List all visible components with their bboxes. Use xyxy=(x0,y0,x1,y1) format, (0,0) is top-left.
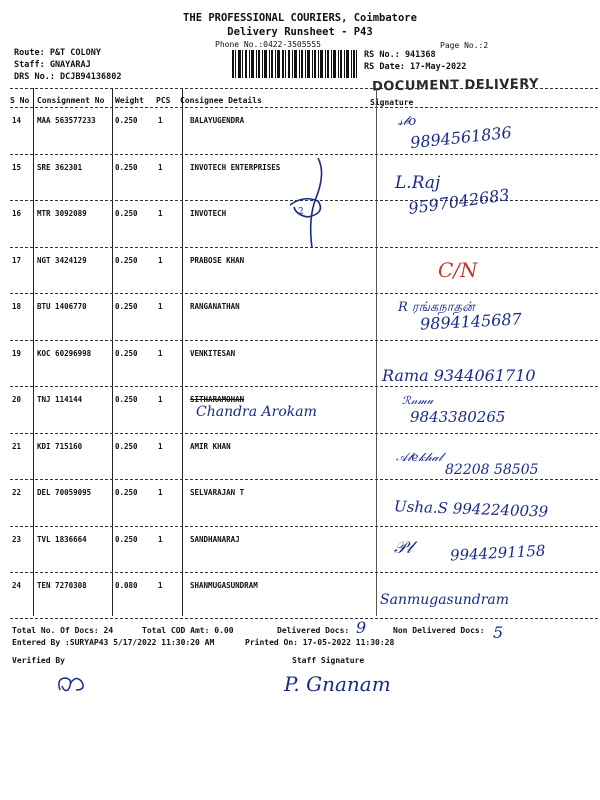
handwriting-r23: 9944291158 xyxy=(449,541,546,565)
row-weight: 0.250 xyxy=(115,302,138,311)
delivered-docs-count: 9 xyxy=(356,618,367,637)
row-pcs: 1 xyxy=(158,116,163,125)
handwriting-r22: Usha.S 9942240039 xyxy=(393,497,549,521)
row-weight: 0.250 xyxy=(115,395,138,404)
staff-signature-label: Staff Signature xyxy=(292,656,365,665)
row-consignee: INVOTECH xyxy=(190,209,227,218)
row-consignment-no: MTR 3092089 xyxy=(37,209,87,218)
row-consignment-no: KDI 715160 xyxy=(37,441,83,451)
row-pcs: 1 xyxy=(158,581,163,590)
total-docs: Total No. Of Docs: 24 xyxy=(12,626,114,635)
handwriting-r19: Rama 9344061710 xyxy=(382,366,536,385)
handwriting-r20-phone: 9843380265 xyxy=(410,408,506,426)
verified-by-label: Verified By xyxy=(12,656,65,665)
row-consignment-no: BTU 1406770 xyxy=(37,302,87,311)
printed-on: Printed On: 17-05-2022 11:30:28 xyxy=(245,638,395,647)
col-divider xyxy=(112,88,113,616)
row-weight: 0.250 xyxy=(115,255,138,265)
row-pcs: 1 xyxy=(158,488,163,497)
drs-number: DRS No.: DCJB94136802 xyxy=(14,72,122,82)
handwriting-r18-name: R ரங்கநாதன் xyxy=(398,300,475,315)
row-sno: 24 xyxy=(12,581,22,590)
row-divider xyxy=(10,293,598,294)
verified-signature xyxy=(52,670,92,696)
row-consignee: SELVARAJAN T xyxy=(190,488,245,497)
row-sno: 21 xyxy=(12,441,22,451)
row-sno: 19 xyxy=(12,348,22,358)
col-divider xyxy=(376,88,377,616)
row-pcs: 1 xyxy=(158,209,163,218)
row-consignee: PRABOSE KHAN xyxy=(190,255,245,265)
staff-label: Staff: GNAYARAJ xyxy=(14,60,91,70)
row-weight: 0.080 xyxy=(115,581,138,590)
handwriting-r18-phone: 9894145687 xyxy=(419,309,523,334)
row-consignee: INVOTECH ENTERPRISES xyxy=(190,162,281,172)
row-consignment-no: SRE 362301 xyxy=(37,162,83,172)
row-pcs: 1 xyxy=(158,162,163,172)
row-consignee: SHANMUGASUNDRAM xyxy=(190,581,258,590)
row-sno: 16 xyxy=(12,209,22,218)
row-consignment-no: NGT 3424129 xyxy=(37,255,87,265)
handwriting-r16: 9597042683 xyxy=(407,185,511,218)
row-sno: 18 xyxy=(12,302,22,311)
row-divider xyxy=(10,526,598,527)
row-consignment-no: MAA 563577233 xyxy=(37,116,96,125)
handwriting-sign-r21: 𝒜𝓁𝑒𝓀𝒽𝒶𝓁 xyxy=(396,450,443,464)
row-sno: 23 xyxy=(12,534,22,544)
row-weight: 0.250 xyxy=(115,441,138,451)
col-divider xyxy=(33,88,34,616)
row-pcs: 1 xyxy=(158,348,163,358)
handwriting-r17: C/N xyxy=(438,258,478,282)
row-pcs: 1 xyxy=(158,395,163,404)
row-divider xyxy=(10,572,598,573)
header-bottom-rule xyxy=(10,107,598,108)
row-pcs: 1 xyxy=(158,255,163,265)
row-sno: 17 xyxy=(12,255,22,265)
non-delivered-docs-label: Non Delivered Docs: xyxy=(393,626,485,635)
row-pcs: 1 xyxy=(158,302,163,311)
row-consignee: SITHARAMOHAN xyxy=(190,395,245,404)
row-consignee: AMIR KHAN xyxy=(190,441,231,451)
row-consignee: VENKITESAN xyxy=(190,348,236,358)
row-sno: 22 xyxy=(12,488,22,497)
route-label: Route: P&T COLONY xyxy=(14,48,101,58)
col-divider xyxy=(182,88,183,616)
row-consignee: RANGANATHAN xyxy=(190,302,240,311)
row-weight: 0.250 xyxy=(115,534,138,544)
row-divider xyxy=(10,479,598,480)
row-divider xyxy=(10,433,598,434)
entered-by: Entered By :SURYAP43 5/17/2022 11:30:20 AM xyxy=(12,638,215,647)
rs-number: RS No.: 941368 xyxy=(364,50,436,60)
row-consignment-no: TNJ 114144 xyxy=(37,395,83,404)
row-consignment-no: TEN 7270308 xyxy=(37,581,87,590)
row-sno: 20 xyxy=(12,395,22,404)
header-top-rule xyxy=(10,88,598,89)
company-title: THE PROFESSIONAL COURIERS, Coimbatore xyxy=(183,12,417,24)
handwriting-r15: L.Raj xyxy=(395,173,441,193)
handwriting-sign-r23: 𝒫𝓁 xyxy=(394,538,412,558)
row-divider xyxy=(10,386,598,387)
col-consignee: Consignee Details xyxy=(180,96,262,105)
row-consignee: SANDHANARAJ xyxy=(190,534,240,544)
row-weight: 0.250 xyxy=(115,162,138,172)
col-weight: Weight xyxy=(115,96,144,105)
handwriting-r24: Sanmugasundram xyxy=(380,592,510,608)
row-weight: 0.250 xyxy=(115,116,138,125)
rs-date: RS Date: 17-May-2022 xyxy=(364,62,467,72)
phone-number: Phone No.:0422-3505555 xyxy=(215,40,321,49)
page-number: Page No.:2 xyxy=(440,41,489,50)
row-pcs: 1 xyxy=(158,534,163,544)
row-weight: 0.250 xyxy=(115,348,138,358)
non-delivered-docs-count: 5 xyxy=(493,623,504,642)
col-sno: S No xyxy=(10,96,30,105)
row-consignment-no: TVL 1836664 xyxy=(37,534,87,544)
total-cod: Total COD Amt: 0.00 xyxy=(142,626,234,635)
handwriting-r14: 9894561836 xyxy=(409,122,513,153)
handwriting-r21: 82208 58505 xyxy=(445,462,539,478)
table-bottom-rule xyxy=(10,618,598,619)
row-sno: 14 xyxy=(12,116,22,125)
barcode-image xyxy=(232,50,357,78)
row-consignment-no: DEL 70059095 xyxy=(37,488,92,497)
row-consignee: BALAYUGENDRA xyxy=(190,116,245,125)
handwritten-mark xyxy=(278,153,338,253)
row-sno: 15 xyxy=(12,162,22,172)
row-divider xyxy=(10,340,598,341)
row-consignment-no: KOC 60296998 xyxy=(37,348,92,358)
delivered-docs-label: Delivered Docs: xyxy=(277,626,350,635)
col-consignment: Consignment No xyxy=(37,96,105,105)
runsheet-title: Delivery Runsheet - P43 xyxy=(227,26,373,38)
row-weight: 0.250 xyxy=(115,209,138,218)
handwriting-sign-r20: ℛ𝓃𝓂𝓊 xyxy=(402,394,434,407)
row-pcs: 1 xyxy=(158,441,163,451)
handwriting-sign-r14: 𝓈𝒷𝑜 xyxy=(398,114,417,129)
col-pcs: PCS xyxy=(156,96,171,105)
svg-text:2: 2 xyxy=(298,207,304,217)
document-delivery-stamp: DOCUMENT DELIVERY xyxy=(371,76,540,95)
col-signature: Signature xyxy=(370,98,414,107)
handwriting-r20-name: Chandra Arokam xyxy=(196,404,317,420)
staff-signature: P. Gnanam xyxy=(284,672,391,696)
row-weight: 0.250 xyxy=(115,488,138,497)
